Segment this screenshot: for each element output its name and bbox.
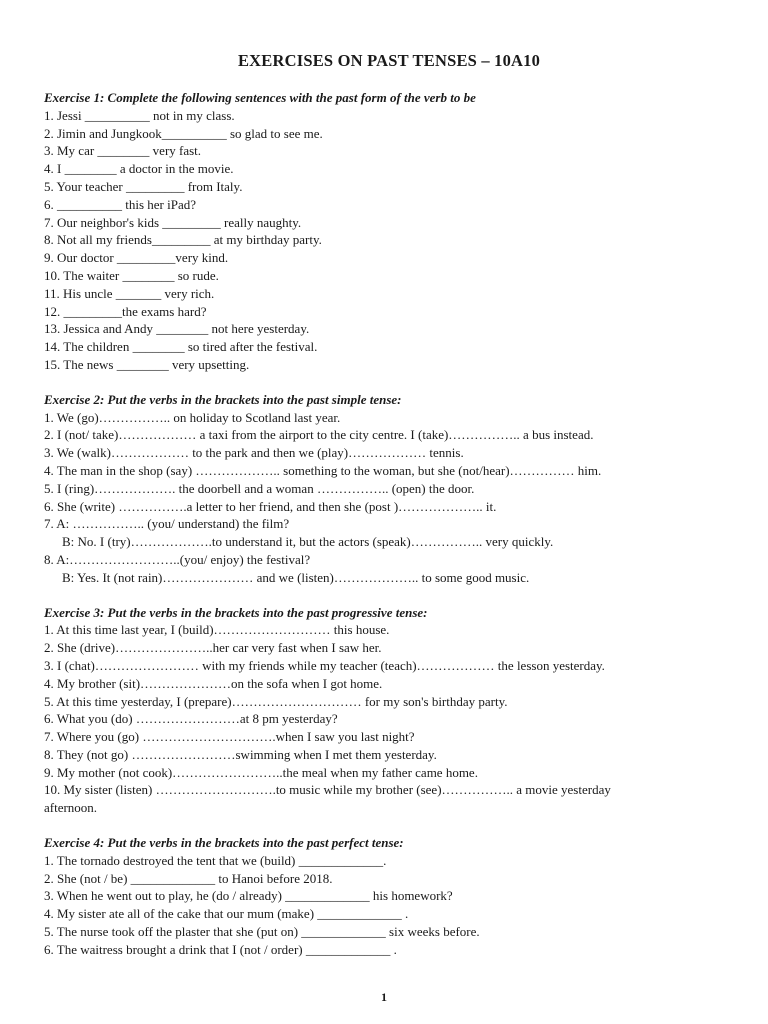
exercise-line: 10. The waiter ________ so rude. [44, 267, 219, 283]
exercise-line: B: Yes. It (not rain)………………… and we (listen)……………….. to some good music. [62, 569, 530, 585]
exercise-line: 1. The tornado destroyed the tent that we (build) _____________. [44, 852, 387, 868]
exercise-line: afternoon. [44, 800, 98, 816]
exercise-heading: Exercise 2: Put the verbs in the brackets into the past simple tense: [44, 391, 402, 407]
exercise-line: 2. Jimin and Jungkook__________ so glad to see me. [44, 125, 323, 141]
exercise-line: 2. She (not / be) _____________ to Hanoi before 2018. [44, 870, 333, 886]
exercise-line: 8. They (not go) ……………………swimming when I met them yesterday. [44, 746, 437, 762]
exercise-line: 8. A:……………………..(you/ enjoy) the festival? [44, 551, 311, 567]
exercise-line: 9. My mother (not cook)……………………..the meal when my father came home. [44, 764, 478, 780]
exercise-2 [44, 391, 734, 587]
exercise-line: 4. I ________ a doctor in the movie. [44, 161, 234, 177]
worksheet-title: EXERCISES ON PAST TENSES – 10A10 [237, 51, 541, 70]
exercise-line: 7. Our neighbor's kids _________ really naughty. [44, 214, 302, 230]
exercise-line: B: No. I (try)……………….to understand it, but the actors (speak)…………….. very quickly. [62, 534, 554, 550]
exercise-line: 5. Your teacher _________ from Italy. [44, 178, 243, 194]
exercise-line: 6. The waitress brought a drink that I (not / order) _____________ . [44, 941, 397, 957]
exercise-line: 2. She (drive)…………………..her car very fast when I saw her. [44, 640, 382, 656]
exercise-line: 3. We (walk)……………… to the park and then we (play)……………… tennis. [44, 445, 464, 461]
exercise-line: 14. The children ________ so tired after the festival. [44, 339, 318, 355]
exercise-line: 8. Not all my friends_________ at my birthday party. [44, 232, 322, 248]
exercise-line: 5. I (ring)………………. the doorbell and a woman …………….. (open) the door. [44, 480, 475, 496]
exercise-line: 3. I (chat)…………………… with my friends while my teacher (teach)……………… the lesson yesterday. [44, 657, 605, 673]
exercise-line: 13. Jessica and Andy ________ not here yesterday. [44, 321, 310, 337]
exercise-heading: Exercise 3: Put the verbs in the brackets into the past progressive tense: [44, 604, 428, 620]
exercise-4 [44, 834, 734, 959]
exercise-line: 11. His uncle _______ very rich. [44, 285, 215, 301]
exercise-line: 3. My car ________ very fast. [44, 143, 202, 159]
exercise-line: 7. Where you (go) ………………………….when I saw you last night? [44, 729, 415, 745]
exercise-line: 2. I (not/ take)……………… a taxi from the airport to the city centre. I (take)…………….. a bus instead. [44, 427, 594, 443]
exercise-line: 9. Our doctor _________very kind. [44, 250, 229, 266]
exercise-line: 4. The man in the shop (say) ……………….. something to the woman, but she (not/hear)…………… him. [44, 462, 602, 478]
exercise-line: 12. _________the exams hard? [44, 303, 207, 319]
exercise-line: 6. She (write) …………….a letter to her friend, and then she (post )……………….. it. [44, 498, 497, 514]
exercise-line: 4. My brother (sit)…………………on the sofa when I got home. [44, 675, 383, 691]
exercise-line: 1. At this time last year, I (build)……………………… this house. [44, 622, 390, 638]
exercise-1 [44, 89, 734, 374]
exercise-line: 5. The nurse took off the plaster that she (put on) _____________ six weeks before. [44, 924, 480, 940]
exercise-line: 10. My sister (listen) ……………………….to music while my brother (see)…………….. a movie yesterday [44, 782, 611, 798]
exercise-line: 6. What you (do) ……………………at 8 pm yesterday? [44, 711, 338, 727]
exercise-3 [44, 604, 734, 818]
exercise-line: 6. __________ this her iPad? [44, 196, 197, 212]
exercise-line: 15. The news ________ very upsetting. [44, 356, 250, 372]
exercise-line: 4. My sister ate all of the cake that our mum (make) _____________ . [44, 906, 409, 922]
worksheet-page [44, 50, 734, 959]
exercise-heading: Exercise 1: Complete the following sentences with the past form of the verb to be [44, 90, 476, 105]
page-number: 1 [381, 990, 387, 1004]
exercise-line: 3. When he went out to play, he (do / already) _____________ his homework? [44, 888, 453, 904]
exercise-line: 7. A: …………….. (you/ understand) the film? [44, 516, 290, 532]
exercise-heading: Exercise 4: Put the verbs in the brackets into the past perfect tense: [44, 835, 404, 851]
exercise-line: 1. We (go)…………….. on holiday to Scotland last year. [44, 409, 341, 425]
exercise-line: 5. At this time yesterday, I (prepare)………………………… for my son's birthday party. [44, 693, 508, 709]
exercise-line: 1. Jessi __________ not in my class. [44, 107, 235, 123]
